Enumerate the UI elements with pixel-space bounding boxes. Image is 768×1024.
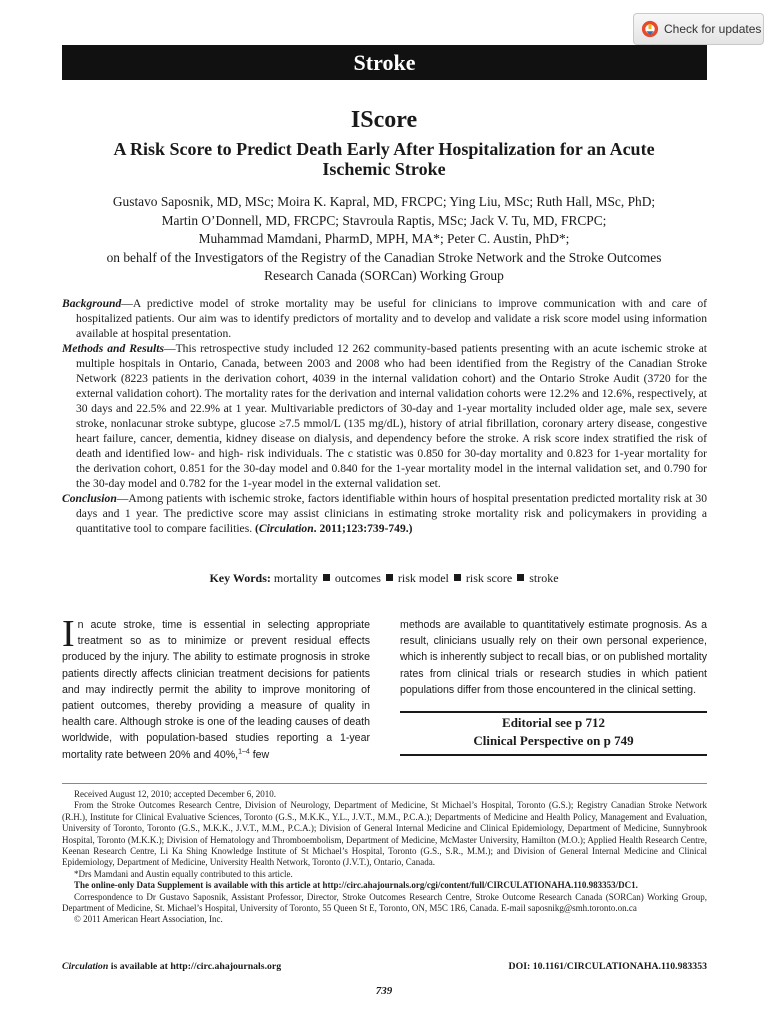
journal-name: Circulation: [62, 961, 109, 972]
journal-availability: [62, 961, 281, 972]
body-text-continued: few: [249, 748, 270, 761]
section-header: [62, 45, 707, 80]
citation-rest: . 2011;123:739-749.): [313, 522, 413, 535]
abstract-methods: [62, 341, 707, 491]
bullet-square-icon: [454, 574, 461, 581]
editorial-box: [400, 714, 707, 750]
abstract-conclusion: [62, 491, 707, 536]
author-line: on behalf of the Investigators of the Registry of the Canadian Stroke Network and the Stroke Outcomes: [106, 249, 662, 265]
doi: DOI: 10.1161/CIRCULATIONAHA.110.983353: [508, 961, 707, 972]
subtitle-line-1: A Risk Score to Predict Death Early After Hospitalization for an Acute: [113, 139, 655, 159]
citation-journal: Circulation: [258, 522, 314, 535]
journal-info-line: [62, 961, 707, 972]
author-line: Gustavo Saposnik, MD, MSc; Moira K. Kapral, MD, FRCPC; Ying Liu, MSc; Ruth Hall, MSc, PhD;: [112, 194, 656, 209]
editorial-rule-top: [400, 711, 707, 713]
abstract-text: —Among patients with ischemic stroke, factors identifiable within hours of hospital presentation predicted mortality risk at 30 days and 1 year. The predictive score may assist clinicians in estimating stroke mortality risk and policymakers in providing a quantitative tool to compare facilities.: [76, 492, 707, 535]
drop-cap: I: [62, 613, 75, 655]
check-for-updates-label: Check for updates: [664, 22, 762, 36]
article-title: IScore: [350, 107, 418, 133]
editorial-link: Editorial see p 712: [502, 715, 605, 730]
bullet-square-icon: [517, 574, 524, 581]
bullet-square-icon: [386, 574, 393, 581]
keyword: stroke: [529, 571, 559, 585]
body-left-column: [62, 613, 370, 763]
keywords-label: Key Words:: [209, 571, 271, 585]
footnotes: [62, 789, 707, 926]
check-updates-icon: [641, 20, 659, 38]
abstract: [62, 296, 707, 536]
author-line: Muhammad Mamdani, PharmD, MPH, MA*; Peter C. Austin, PhD*;: [198, 231, 570, 247]
article-subtitle: [60, 139, 708, 179]
abstract-text: —A predictive model of stroke mortality may be useful for clinicians to improve communication with and care of hospitalized patients. Our aim was to identify predictors of mortality and to develop and validate a risk score model using information available at hospital presentation.: [76, 297, 707, 340]
footnote-copyright: © 2011 American Heart Association, Inc.: [74, 914, 223, 925]
section-label: Stroke: [353, 49, 416, 75]
footnote-divider: [62, 783, 707, 784]
page-number: 739: [375, 985, 393, 997]
author-list: [40, 193, 728, 286]
footnote-equal-contribution: *Drs Mamdani and Austin equally contributed to this article.: [74, 868, 293, 879]
abstract-heading: Background: [62, 297, 122, 310]
body-right-column: [400, 617, 707, 698]
clinical-perspective-link: Clinical Perspective on p 749: [473, 733, 634, 748]
citation-open: (: [255, 522, 259, 535]
footnote-correspondence: Correspondence to Dr Gustavo Saposnik, Assistant Professor, Director, Stroke Outcomes Research Centre, Stroke Outcome Research Canada (SORCan) Working Group, Department of Medicine, St. Michael’s Hospital, University of Toronto, 55 Queen St E, Toronto, ON, M5C 1R6, Canada. E-mail saposnikg@smh.toronto.on.ca: [62, 891, 707, 914]
journal-url: is available at http://circ.ahajournals.org: [108, 961, 282, 972]
footnote-received: Received August 12, 2010; accepted December 6, 2010.: [74, 789, 276, 799]
body-text: n acute stroke, time is essential in selecting appropriate treatment so as to minimize or prevent residual effects produced by the injury. The ability to estimate prognosis in stroke patients directly affects clinician treatment decisions for patients and may indirectly permit the ability to improve monitoring of patient outcomes, thereby providing a measure of quality in health care. Although stroke is one of the leading causes of death worldwide, with population-based studies reporting a 1-year mortality rate between 20% and 40%,: [62, 619, 370, 761]
author-line: Martin O’Donnell, MD, FRCPC; Stavroula Raptis, MSc; Jack V. Tu, MD, FRCPC;: [161, 212, 607, 228]
abstract-background: [62, 296, 707, 341]
bullet-square-icon: [323, 574, 330, 581]
keywords: [40, 571, 728, 586]
abstract-heading: Conclusion: [62, 492, 117, 505]
subtitle-line-2: Ischemic Stroke: [322, 159, 446, 179]
citation-superscript: 1–4: [238, 748, 250, 756]
author-line: Research Canada (SORCan) Working Group: [264, 268, 504, 284]
abstract-text: —This retrospective study included 12 262 community-based patients presenting with an acute ischemic stroke at multiple hospitals in Ontario, Canada, between 2003 and 2008 who had been identified from the Registry of the Canadian Stroke Network (8223 patients in the derivation cohort, 4039 in the internal validation cohort) and the Ontario Stroke Audit (3720 for the external validation cohort). The mortality rates for the derivation and internal validation cohorts were 12.2% and 12.6%, respectively, at 30 days and 22.5% and 22.9% at 1 year. Multivariable predictors of 30-day and 1-year mortality included older age, male sex, severe stroke, nonlacunar stroke subtype, glucose ≥7.5 mmol/L (135 mg/dL), history of atrial fibrillation, coronary artery disease, congestive heart failure, cancer, dementia, kidney disease on dialysis, and dependency before the stroke. A risk score index stratified the risk of death and identified low- and high- risk individuals. The c statistic was 0.850 for 30-day mortality and 0.823 for 1-year mortality for the derivation cohort, 0.851 for the 30-day model and 0.840 for the 1-year mortality model in the internal validation set, and 0.790 for the 30-day model and 0.782 for the 1-year model in the external validation set.: [76, 342, 707, 490]
editorial-rule-bottom: [400, 754, 707, 756]
body-text: methods are available to quantitatively estimate prognosis. As a result, clinicians usually rely on their own personal experience, which is inherently subject to recall bias, or on published mortality rates from clinical trials or research studies in which patient populations differ from those encountered in the clinical setting.: [400, 619, 707, 696]
keyword: outcomes: [334, 571, 381, 585]
abstract-heading: Methods and Results: [62, 342, 164, 355]
check-for-updates-button[interactable]: [633, 13, 764, 45]
footnote-supplement: The online-only Data Supplement is available with this article at http://circ.ahajournals.org/cgi/content/full/CIRCULATIONAHA.110.983353/DC1.: [74, 880, 638, 891]
keyword: mortality: [273, 571, 318, 585]
keyword: risk score: [465, 571, 513, 585]
keyword: risk model: [397, 571, 449, 585]
footnote-affiliations: From the Stroke Outcomes Research Centre, Division of Neurology, Department of Medicine, St Michael’s Hospital, Toronto (G.S.); Registry Canadian Stroke Network (R.H.), Institute for Clinical Evaluative Sciences, Toronto (G.S., M.K.K., Y.L., J.V.T., M.M., P.C.A.); Departments of Medicine and Health Policy, Management and Evaluation, University of Toronto, Toronto (G.S., M.K.K., J.V.T., M.M., P.C.A.); Division of General Internal Medicine and Clinical Epidemiology, Department of Medicine, Sunnybrook Hospital, Toronto (M.K.K.); Division of Hematology and Thromboembolism, Department of Medicine, McMaster University, Hamilton (M.O.); Applied Health Research Centre, Keenan Research Centre, Li Ka Shing Knowledge Institute of St Michael’s Hospital, Toronto (G.S., S.R., M.M.); and Division of General Internal Medicine and Clinical Epidemiology, Department of Medicine, University Health Network, Toronto (J.V.T.), Ontario, Canada.: [62, 800, 707, 868]
